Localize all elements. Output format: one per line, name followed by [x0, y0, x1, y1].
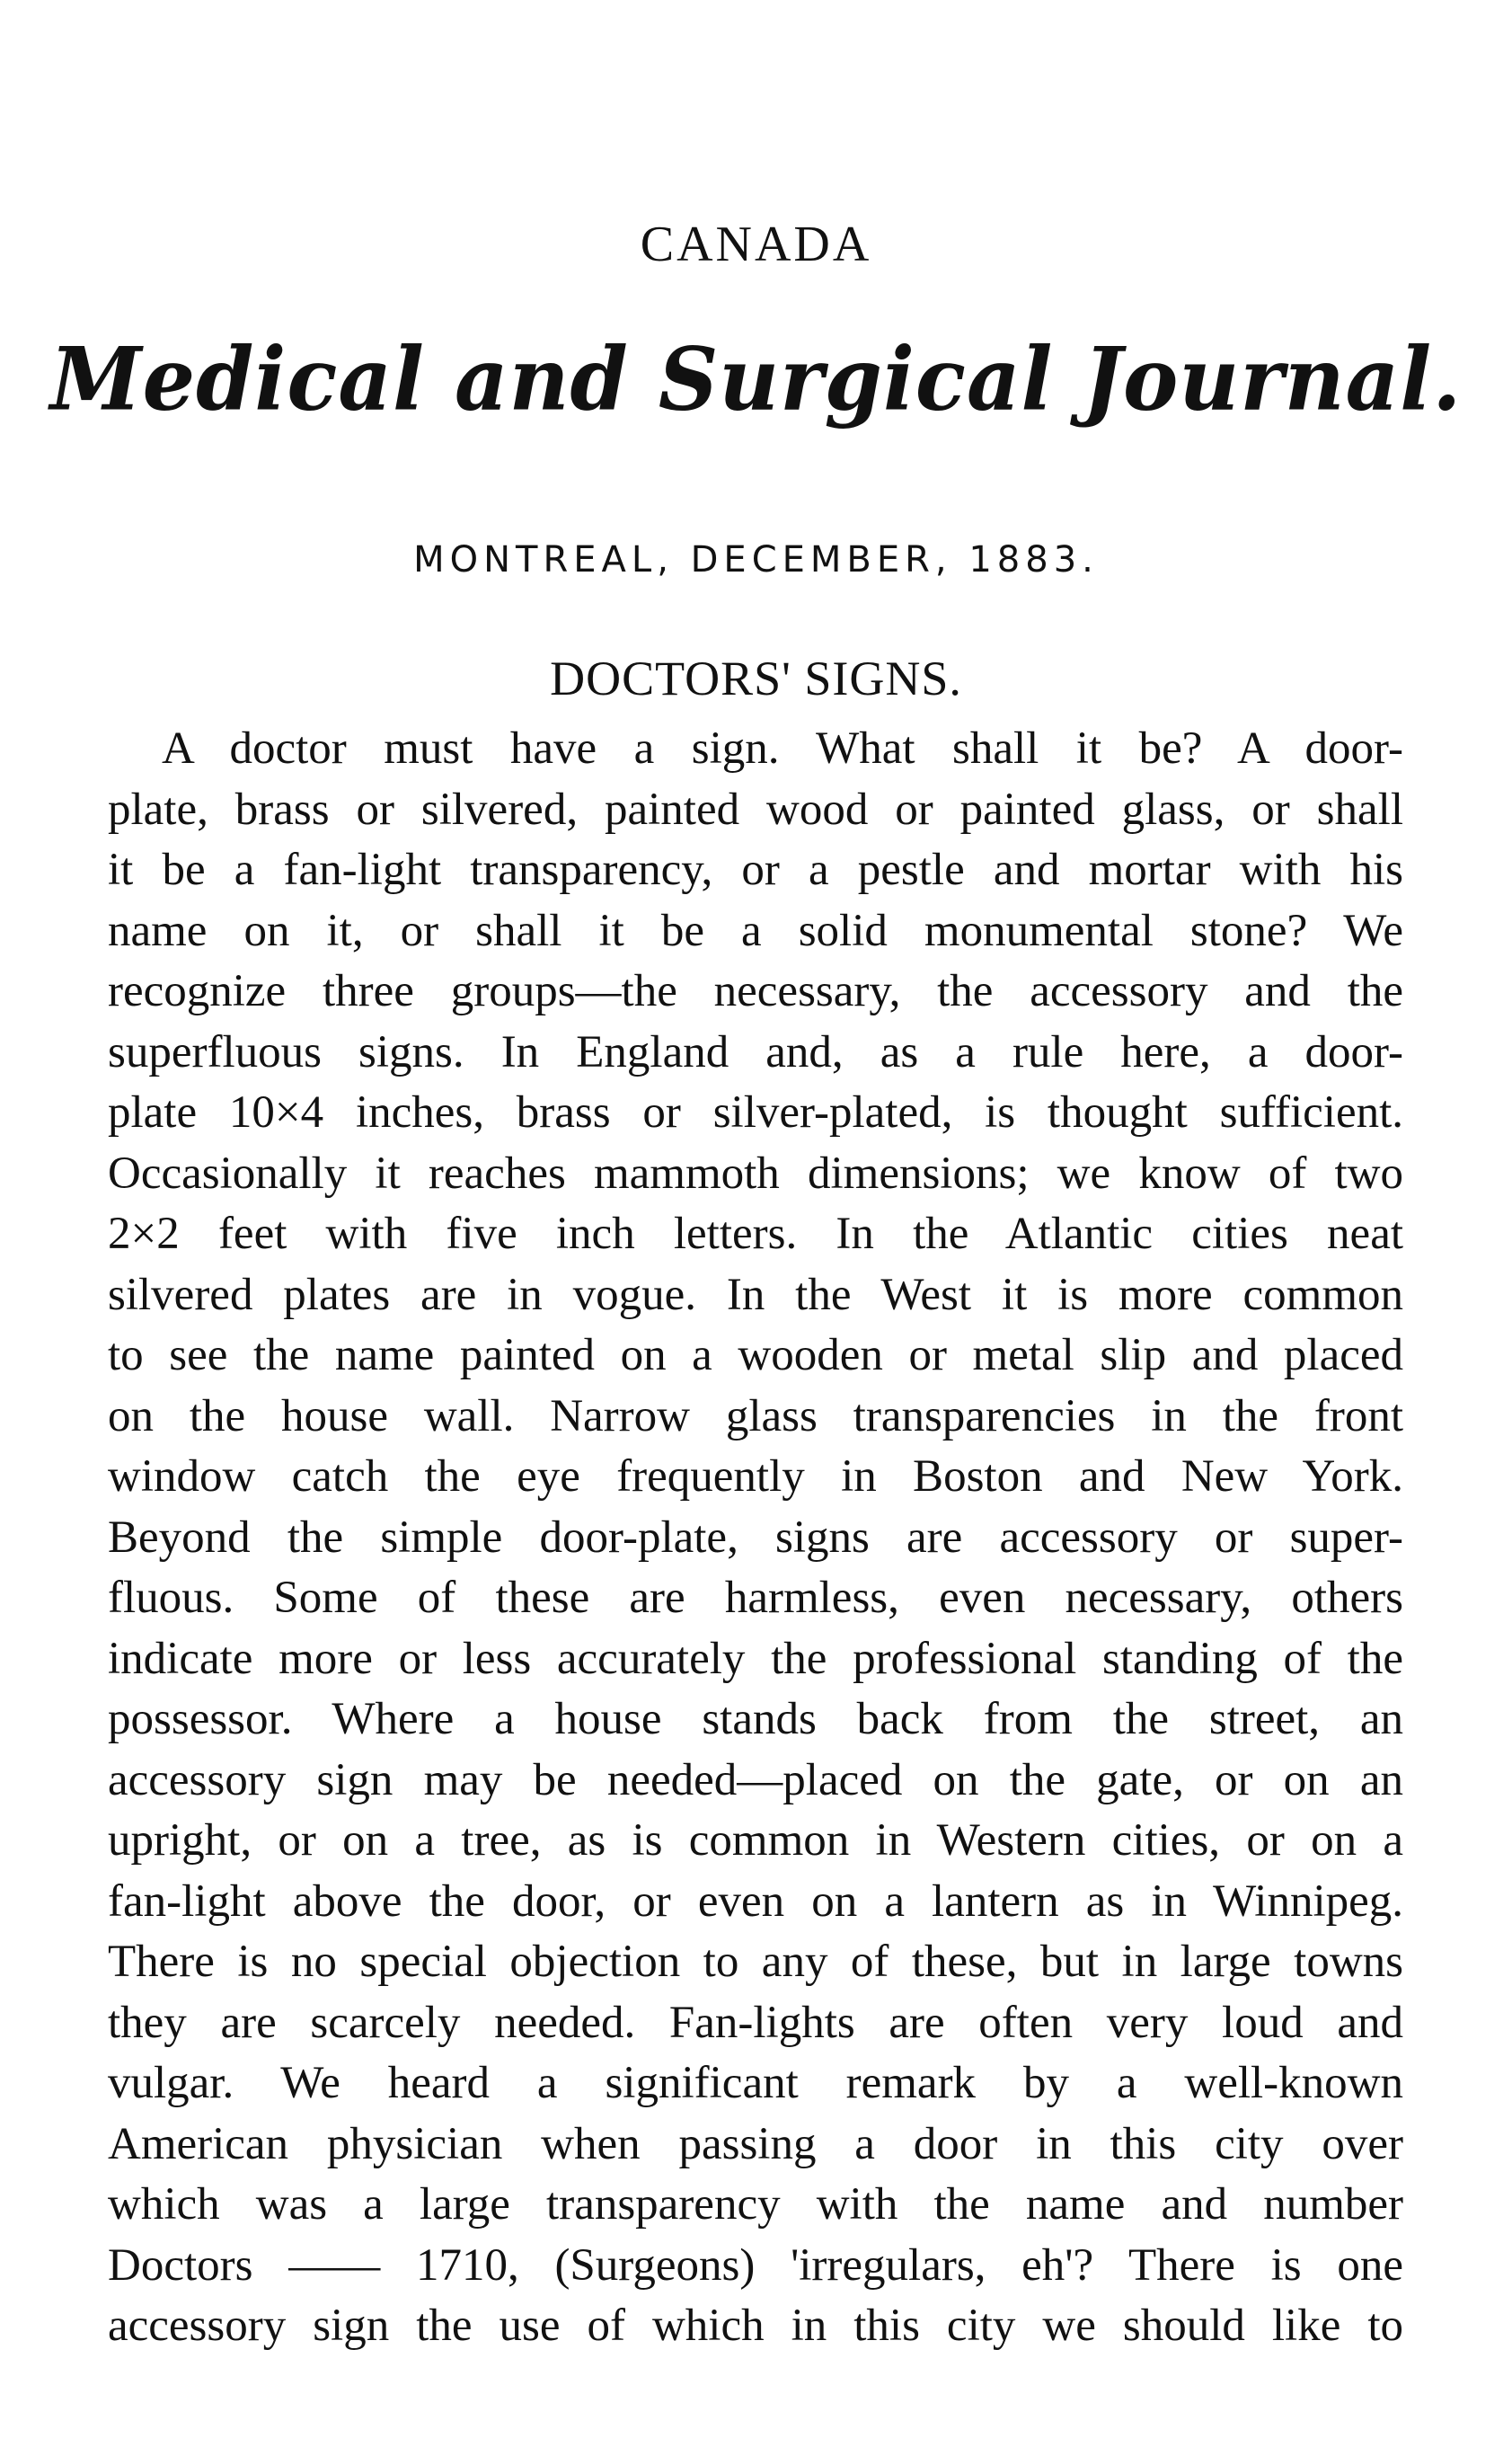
article-line: they are scarcely needed. Fan-lights are often very loud and: [108, 1997, 1403, 2048]
journal-masthead-title: Medical and Surgical Journal.: [49, 328, 1463, 430]
article-line: American physician when passing a door in this city over: [108, 2118, 1403, 2169]
article-line: on the house wall. Narrow glass transparencies in the front: [108, 1390, 1403, 1441]
article-line: A doctor must have a sign. What shall it be? A door-: [162, 723, 1403, 774]
article-title: DOCTORS' SIGNS.: [550, 652, 962, 705]
journal-prefix: CANADA: [640, 217, 872, 272]
article-line: to see the name painted on a wooden or metal slip and placed: [108, 1330, 1403, 1380]
article-body: [108, 719, 1403, 2357]
article-line: superfluous signs. In England and, as a rule here, a door-: [108, 1026, 1403, 1077]
article-line: indicate more or less accurately the professional standing of the: [108, 1633, 1403, 1684]
article-line: upright, or on a tree, as is common in Western cities, or on a: [108, 1815, 1403, 1866]
article-line: which was a large transparency with the name and number: [108, 2179, 1403, 2230]
article-line: 2×2 feet with five inch letters. In the Atlantic cities neat: [108, 1209, 1403, 1259]
article-line: Beyond the simple door-plate, signs are accessory or super-: [108, 1512, 1403, 1563]
article-line: window catch the eye frequently in Boston and New York.: [108, 1451, 1403, 1502]
article-line: fan-light above the door, or even on a lantern as in Winnipeg.: [108, 1875, 1403, 1927]
article-line: plate 10×4 inches, brass or silver-plated, is thought sufficient.: [108, 1087, 1403, 1138]
article-line: Doctors —— 1710, (Surgeons) 'irregulars, eh'? There is one: [108, 2239, 1403, 2291]
article-line: silvered plates are in vogue. In the West it is more common: [108, 1269, 1403, 1320]
article-line: accessory sign may be needed—placed on the gate, or on an: [108, 1754, 1403, 1805]
article-line: accessory sign the use of which in this city we should like to: [108, 2301, 1403, 2351]
article-line: possessor. Where a house stands back from the street, an: [108, 1694, 1403, 1744]
dateline: MONTREAL, DECEMBER, 1883.: [413, 539, 1099, 581]
article-line: recognize three groups—the necessary, the accessory and the: [108, 966, 1403, 1016]
article-line: name on it, or shall it be a solid monumental stone? We: [108, 905, 1403, 956]
article-line: vulgar. We heard a significant remark by a well-known: [108, 2058, 1403, 2108]
article-line: There is no special objection to any of these, but in large towns: [108, 1937, 1403, 1987]
article-line: it be a fan-light transparency, or a pestle and mortar with his: [108, 845, 1403, 895]
article-line: fluous. Some of these are harmless, even necessary, others: [108, 1573, 1403, 1623]
article-line: plate, brass or silvered, painted wood or painted glass, or shall: [108, 784, 1403, 835]
article-line: Occasionally it reaches mammoth dimensions; we know of two: [108, 1148, 1403, 1199]
